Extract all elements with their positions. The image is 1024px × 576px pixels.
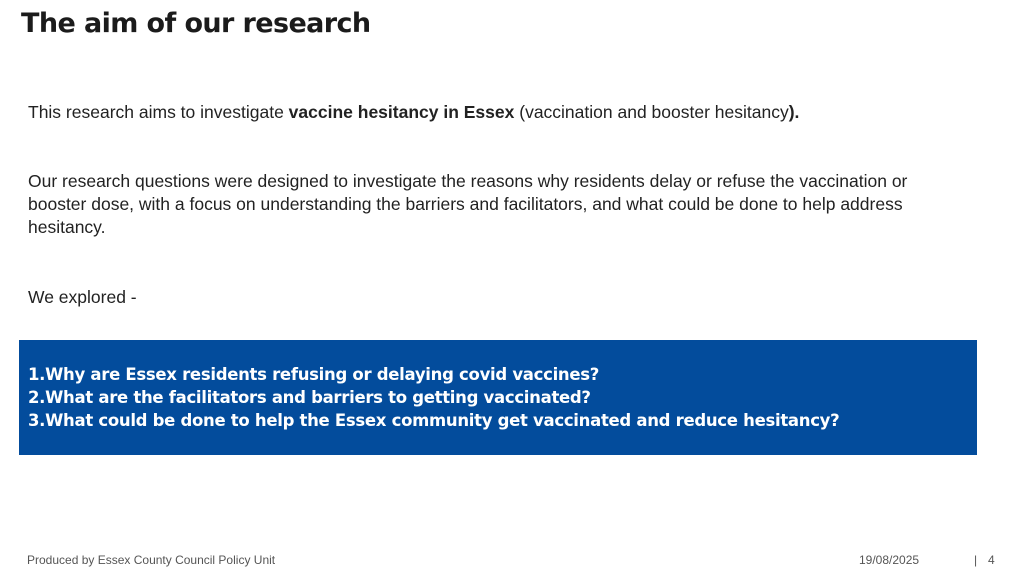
intro-highlight: vaccine hesitancy in Essex: [288, 102, 515, 122]
research-question-1: 1.Why are Essex residents refusing or delaying covid vaccines?: [28, 365, 600, 384]
intro-suffix: (vaccination and booster hesitancy: [514, 102, 789, 122]
research-questions-box: [19, 340, 977, 455]
footer-page-number: 4: [988, 553, 995, 567]
intro-paragraph: [28, 101, 799, 124]
intro-suffix-bold: ).: [788, 102, 800, 122]
research-question-2: 2.What are the facilitators and barriers to getting vaccinated?: [28, 388, 591, 407]
intro-prefix: This research aims to investigate: [28, 102, 289, 122]
research-question-3: 3.What could be done to help the Essex community get vaccinated and reduce hesitancy?: [28, 411, 840, 430]
footer-separator: |: [974, 553, 978, 567]
explored-label: We explored -: [28, 287, 137, 307]
research-questions-paragraph: Our research questions were designed to investigate the reasons why residents delay or refuse the vaccination or booster dose, with a focus on understanding the barriers and facilitators, and what could be done to help address hesitancy.: [28, 171, 908, 237]
slide-title: The aim of our research: [21, 8, 371, 39]
footer-producer: Produced by Essex County Council Policy Unit: [27, 553, 276, 567]
footer-date: 19/08/2025: [859, 553, 920, 567]
